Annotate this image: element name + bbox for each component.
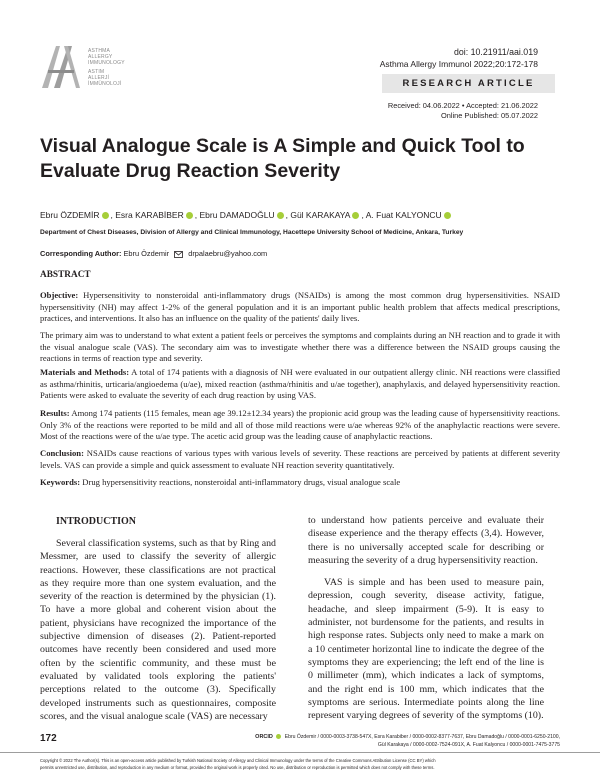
corresponding-email[interactable]: drpalaebru@yahoo.com	[188, 249, 268, 258]
methods-label: Materials and Methods:	[40, 367, 130, 377]
objective-label: Objective:	[40, 290, 79, 300]
orcid-line: Ebru Özdemir / 0000-0003-3738-547X, Esra Karabiber / 0000-0002-8377-7637, Ebru Damadoğlu / 0000-0001-6250-2100,	[284, 734, 560, 740]
abstract-heading: ABSTRACT	[40, 270, 91, 280]
results-text: Among 174 patients (115 females, mean age 39.12±12.34 years) the propionic acid group was the leading cause of hypersensitivity reactions. Only 3% of the reactions were reported to be mild and all of those mild reactions were u/ae whereas 92% of the anaphylactic reactions were severe. Most of the reactions were of the u/ae type. The acetic acid group was the leading cause of anaphylactic reactions.	[40, 408, 560, 442]
results-label: Results:	[40, 408, 70, 418]
published-date: Online Published: 05.07.2022	[441, 111, 538, 120]
section-label: RESEARCH ARTICLE	[402, 78, 535, 89]
intro-paragraph: to understand how patients perceive and evaluate their disease experience and the therapy effects (3,4). However, there is no universally accepted scale for describing or measuring the severity of a drug hypersensitivity reaction.	[308, 515, 544, 566]
methods-text: A total of 174 patients with a diagnosis of NH were evaluated in our outpatient allergy clinic. NH reactions were classified as asthma/rhinitis, urticaria/angioedema (u/ae), mixed reaction (asthma/rhinitis and u/ae together), anaphylaxis, and delayed hypersensitivity reaction. Patients were asked to evaluate the severity of each drug reaction by using VAS.	[40, 367, 560, 401]
author: Gül KARAKAYA	[290, 210, 351, 220]
orcid-line: Gül Karakaya / 0000-0002-7524-091X, A. Fuat Kalyoncu / 0000-0001-7475-3775	[377, 742, 560, 748]
abstract-objective	[40, 290, 560, 325]
orcid-block	[255, 733, 560, 749]
copyright	[40, 757, 560, 771]
footer-divider	[0, 752, 600, 753]
abstract-conclusion	[40, 448, 560, 471]
author: A. Fuat KALYONCU	[365, 210, 442, 220]
doi[interactable]: doi: 10.21911/aai.019	[454, 47, 538, 57]
corresponding-name: Ebru Özdemir	[123, 249, 170, 258]
intro-column-left: Several classification systems, such as that by Ring and Messmer, are used to classify the severity of allergic reactions. However, these classifications are not practical as they require more than one system evaluation, and the severity of the reaction is determined by the physician (1). To have a more global and coherent vision about the patient, physicians have recognized the importance of the subjective dimension of diseases (2). Patient-reported outcomes have recently been considered and used more often by the scientific community, and these must be evaluated by validated tools exploring the patients' perceptions related to the outcome (3). Specifically developed instruments such as questionnaires, composite scores, and the visual analogue scale (VAS) are necessary	[40, 538, 276, 722]
orcid-icon[interactable]	[277, 212, 284, 219]
keywords-text: Drug hypersensitivity reactions, nonsteroidal anti-inflammatory drugs, visual analogue scale	[82, 477, 401, 487]
copyright-line: Copyright © 2022 The Author(s). This is an open-access article published by Turkish National Society of Allergy and Clinical Immunology under the terms of the Creative Commons Attribution License (CC BY) which	[40, 758, 436, 763]
email-icon	[174, 251, 183, 258]
abstract-methods	[40, 367, 560, 402]
orcid-icon	[276, 734, 281, 739]
corresponding-author	[40, 249, 560, 258]
corresponding-label: Corresponding Author:	[40, 249, 122, 258]
keywords-label: Keywords:	[40, 477, 81, 487]
logo-line: ASTHMA	[88, 48, 111, 54]
author-list: Ebru ÖZDEMİR , Esra KARABİBER , Ebru DAMADOĞLU , Gül KARAKAYA , A. Fuat KALYONCU	[40, 210, 560, 220]
orcid-icon[interactable]	[352, 212, 359, 219]
copyright-line: permits unrestricted use, distribution, and reproduction in any medium or format, provided the original work is properly cited. No use, distribution or reproduction is permitted which does not comply with these terms.	[40, 765, 435, 770]
abstract-aim: The primary aim was to understand to what extent a patient feels or perceives the symptoms and complaints during an NH reaction and to grade it with the visual analogue scale (VAS). The secondary aim was to investigate whether there was a difference between the NSAID groups causing the reactions in terms of reaction type and severity.	[40, 330, 560, 364]
citation: Asthma Allergy Immunol 2022;20:172-178	[379, 59, 538, 69]
orcid-label: ORCID	[255, 734, 273, 740]
orcid-icon[interactable]	[444, 212, 451, 219]
logo-line: ASTIM	[88, 69, 105, 75]
journal-logo	[40, 42, 130, 92]
logo-mark-icon	[40, 42, 86, 90]
conclusion-text: NSAIDs cause reactions of various types with various levels of severity. These reactions are perceived by patients at different severity levels. VAS can provide a simple and quick assessment to evaluate NH reaction severity quantitatively.	[40, 448, 561, 470]
affiliation: Department of Chest Diseases, Division of Allergy and Clinical Immunology, Hacettepe University School of Medicine, Ankara, Turkey	[40, 229, 464, 236]
logo-line: IMMUNOLOGY	[88, 60, 125, 66]
orcid-icon[interactable]	[102, 212, 109, 219]
orcid-icon[interactable]	[186, 212, 193, 219]
page-number: 172	[40, 733, 57, 744]
author: Ebru ÖZDEMİR	[40, 210, 100, 220]
logo-line: ALLERGY	[88, 54, 113, 60]
intro-column-right	[308, 514, 544, 722]
logo-line: İMMÜNOLOJİ	[88, 81, 122, 87]
author: Esra KARABİBER	[115, 210, 184, 220]
author: Ebru DAMADOĞLU	[199, 210, 275, 220]
intro-heading: INTRODUCTION	[56, 516, 137, 527]
abstract-results	[40, 408, 560, 443]
conclusion-label: Conclusion:	[40, 448, 84, 458]
logo-line: ALLERJİ	[88, 75, 110, 81]
section-band	[382, 74, 555, 93]
intro-paragraph: VAS is simple and has been used to measure pain, depression, cough severity, disease activity, fatigue, headache, and sleep impairment (5-9). It is easy to administer, not burdensome for the patients, and results in high response rates. Subjects only need to make a mark on a 10 centimeter horizontal line to indicate the degree of the symptoms they are experiencing; the left end of the line is 0 millimeter (mm), which indicates a lack of symptoms, and the right end is 100 mm, which indicates that the symptoms are serious. Intermediate points along the line represent varying degrees of severity of the symptoms (10).	[308, 577, 544, 722]
abstract-keywords	[40, 477, 560, 489]
received-date: Received: 04.06.2022 • Accepted: 21.06.2022	[387, 101, 538, 110]
objective-text: Hypersensitivity to nonsteroidal anti-inflammatory drugs (NSAIDs) is among the most common drug hypersensitivities. NSAID hypersensitivity (NH) may affect 1-2% of the general population and it is an important public health problem that affects medical prescriptions, practices, and interventions. It also has an influence on the quality of the patients' daily lives.	[40, 290, 560, 324]
article-title: Visual Analogue Scale is A Simple and Quick Tool to Evaluate Drug Reaction Severity	[40, 135, 525, 182]
